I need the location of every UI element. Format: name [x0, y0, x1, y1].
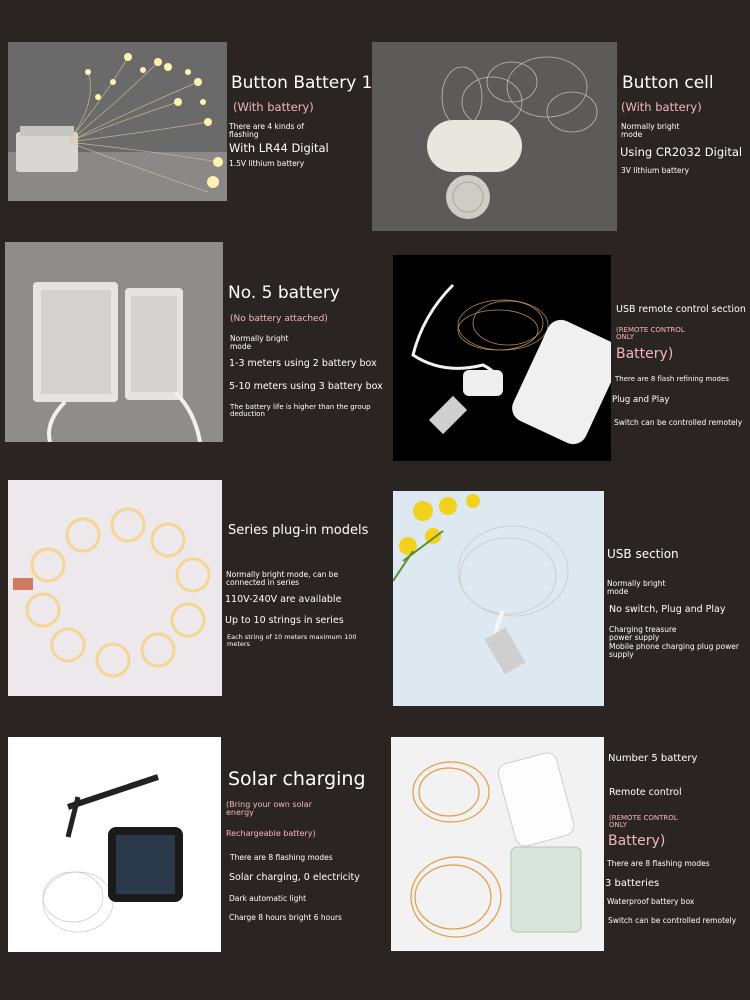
photo-button-cell-lights	[372, 42, 617, 231]
panel7-line2: Solar charging, 0 electricity	[229, 872, 360, 883]
panel6-line1: Normally bright mode	[607, 579, 666, 596]
photo-solar-lights	[8, 737, 221, 952]
panel1-subtitle: (With battery)	[233, 100, 314, 114]
panel7-subtitle: (Bring your own solar energy	[226, 800, 312, 818]
panel1-line2: With LR44 Digital	[229, 141, 329, 155]
panel7-subtitle2: Rechargeable battery)	[226, 829, 316, 838]
panel8-title: Number 5 battery	[608, 753, 698, 764]
panel5-line3: Up to 10 strings in series	[225, 615, 344, 626]
panel8-subtitle2: Battery)	[608, 833, 666, 849]
panel8-subtitle: (REMOTE CONTROL ONLY	[609, 814, 678, 830]
panel2-line3: 3V lithium battery	[621, 166, 690, 175]
panel8-line2: There are 8 flashing modes	[607, 859, 710, 868]
photo-button-battery-lights	[8, 42, 227, 201]
panel4-line1: There are 8 flash refining modes	[615, 375, 729, 383]
panel3-title: No. 5 battery	[228, 283, 340, 303]
panel2-line2: Using CR2032 Digital	[620, 145, 743, 159]
photo-aa-battery-box	[5, 242, 223, 442]
panel3-line3: 5-10 meters using 3 battery box	[229, 381, 383, 392]
photo-series-plug-lights	[8, 480, 222, 696]
panel8-line5: Switch can be controlled remotely	[608, 916, 737, 925]
panel8-line1: Remote control	[609, 787, 682, 798]
panel3-line2: 1-3 meters using 2 battery box	[229, 358, 377, 369]
panel1-line1: There are 4 kinds of flashing	[229, 122, 304, 139]
panel6-line2: No switch, Plug and Play	[609, 604, 726, 615]
panel4-line2: Plug and Play	[612, 395, 670, 405]
panel4-subtitle2: Battery)	[616, 346, 674, 362]
photo-usb-lights	[393, 491, 604, 706]
panel4-subtitle: (REMOTE CONTROL ONLY	[616, 326, 685, 342]
panel8-line3: 3 batteries	[605, 878, 660, 889]
panel7-line3: Dark automatic light	[229, 894, 307, 903]
panel7-line1: There are 8 flashing modes	[230, 853, 333, 862]
photo-usb-remote-lights	[393, 255, 611, 461]
panel2-title: Button cell	[622, 73, 714, 93]
panel4-line3: Switch can be controlled remotely	[614, 418, 743, 427]
panel5-title: Series plug-in models	[228, 523, 369, 538]
panel2-subtitle: (With battery)	[621, 100, 702, 114]
panel6-line3: Charging treasure power supply	[609, 625, 677, 642]
panel8-line4: Waterproof battery box	[607, 897, 695, 906]
panel1-title: Button Battery 1	[231, 73, 373, 93]
panel1-line3: 1.5V lithium battery	[229, 159, 305, 168]
panel6-title: USB section	[607, 547, 679, 561]
panel7-title: Solar charging	[228, 768, 366, 790]
panel5-line4: Each string of 10 meters maximum 100 meters	[227, 633, 357, 648]
panel4-title: USB remote control section	[616, 304, 746, 315]
panel2-line1: Normally bright mode	[621, 122, 680, 139]
panel7-line4: Charge 8 hours bright 6 hours	[229, 913, 342, 922]
panel3-subtitle: (No battery attached)	[230, 314, 328, 324]
panel6-line4: Mobile phone charging plug power supply	[609, 642, 739, 659]
panel3-line4: The battery life is higher than the group deduction	[230, 403, 371, 419]
panel5-line1: Normally bright mode, can be connected in series	[226, 570, 339, 587]
panel5-line2: 110V-240V are available	[225, 594, 342, 605]
photo-number5-remote-lights	[391, 737, 604, 951]
panel3-line1: Normally bright mode	[230, 334, 289, 351]
